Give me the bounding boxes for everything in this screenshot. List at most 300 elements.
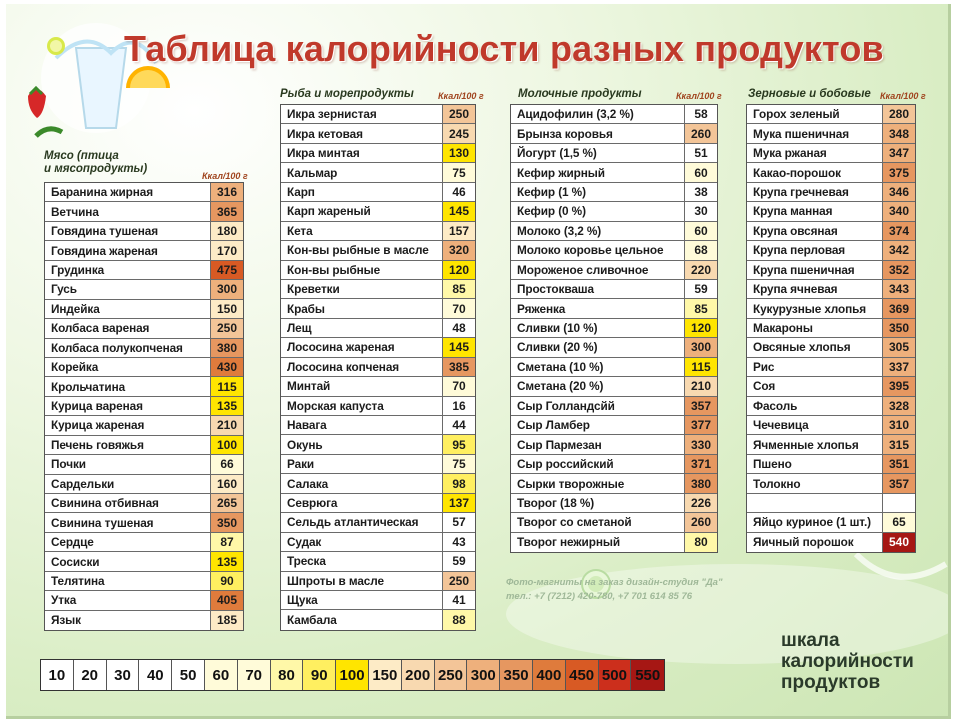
scale-cell: 60 bbox=[205, 660, 238, 690]
product-name: Индейка bbox=[45, 300, 211, 318]
scale-cell: 400 bbox=[533, 660, 566, 690]
table-row bbox=[45, 319, 243, 338]
fish-header bbox=[280, 88, 484, 101]
table-row bbox=[747, 299, 915, 318]
calorie-value: 310 bbox=[883, 416, 915, 434]
calorie-value: 340 bbox=[883, 202, 915, 220]
table-row bbox=[747, 474, 915, 493]
product-name: Кефир (1 %) bbox=[511, 183, 685, 201]
product-name: Курица жареная bbox=[45, 416, 211, 434]
calorie-value: 51 bbox=[685, 144, 717, 162]
calorie-value: 38 bbox=[685, 183, 717, 201]
table-row bbox=[511, 241, 717, 260]
product-name: Фасоль bbox=[747, 397, 883, 415]
table-row bbox=[281, 319, 475, 338]
product-name: Толокно bbox=[747, 474, 883, 492]
table-row bbox=[281, 533, 475, 552]
table-row bbox=[511, 280, 717, 299]
table-row bbox=[511, 416, 717, 435]
product-name: Салака bbox=[281, 474, 443, 492]
calorie-value: 220 bbox=[685, 261, 717, 279]
product-name: Телятина bbox=[45, 572, 211, 590]
calorie-value: 80 bbox=[685, 533, 717, 552]
table-row bbox=[45, 494, 243, 513]
product-name: Крупа пшеничная bbox=[747, 261, 883, 279]
meat-header-line1: Мясо (птица bbox=[44, 150, 119, 162]
calorie-value: 347 bbox=[883, 144, 915, 162]
product-name: Мороженое сливочное bbox=[511, 261, 685, 279]
grains-unit: Ккал/100 г bbox=[880, 91, 926, 101]
credits-line: Фото-магниты на заказ дизайн-студия "Да" bbox=[506, 577, 723, 588]
meat-header bbox=[44, 150, 248, 181]
table-row bbox=[281, 455, 475, 474]
table-row bbox=[281, 280, 475, 299]
product-name: Севрюга bbox=[281, 494, 443, 512]
calorie-value: 280 bbox=[883, 105, 915, 123]
scale-cell: 500 bbox=[599, 660, 632, 690]
product-name: Колбаса полукопченая bbox=[45, 339, 211, 357]
product-name: Крабы bbox=[281, 299, 443, 317]
table-row bbox=[281, 183, 475, 202]
product-name: Икра зернистая bbox=[281, 105, 443, 123]
product-name: Морская капуста bbox=[281, 397, 443, 415]
product-name: Свинина отбивная bbox=[45, 494, 211, 512]
table-row bbox=[747, 261, 915, 280]
meat-table bbox=[44, 182, 244, 631]
product-name: Минтай bbox=[281, 377, 443, 395]
calorie-value: 95 bbox=[443, 435, 475, 453]
table-row bbox=[281, 124, 475, 143]
scale-cell: 200 bbox=[402, 660, 435, 690]
product-name: Сосиски bbox=[45, 552, 211, 570]
calorie-value: 210 bbox=[211, 416, 243, 434]
product-name: Сметана (20 %) bbox=[511, 377, 685, 395]
calorie-value: 120 bbox=[443, 261, 475, 279]
calorie-value: 320 bbox=[443, 241, 475, 259]
table-row bbox=[747, 144, 915, 163]
product-name: Икра минтая bbox=[281, 144, 443, 162]
calorie-value: 145 bbox=[443, 338, 475, 356]
table-row bbox=[45, 416, 243, 435]
product-name: Лещ bbox=[281, 319, 443, 337]
table-row bbox=[281, 552, 475, 571]
table-row bbox=[511, 319, 717, 338]
calorie-value: 371 bbox=[685, 455, 717, 473]
product-name: Крупа ячневая bbox=[747, 280, 883, 298]
table-row bbox=[747, 455, 915, 474]
product-name: Творог со сметаной bbox=[511, 513, 685, 531]
product-name: Крупа овсяная bbox=[747, 222, 883, 240]
table-row bbox=[45, 241, 243, 260]
table-row bbox=[747, 435, 915, 454]
table-row bbox=[747, 377, 915, 396]
table-row bbox=[281, 572, 475, 591]
table-row bbox=[511, 299, 717, 318]
product-name: Шпроты в масле bbox=[281, 572, 443, 590]
product-name: Чечевица bbox=[747, 416, 883, 434]
calorie-value: 70 bbox=[443, 377, 475, 395]
product-name: Какао-порошок bbox=[747, 163, 883, 181]
calorie-value: 68 bbox=[685, 241, 717, 259]
table-row bbox=[45, 572, 243, 591]
table-row bbox=[281, 241, 475, 260]
table-row bbox=[281, 416, 475, 435]
product-name: Молоко коровье цельное bbox=[511, 241, 685, 259]
table-row bbox=[45, 552, 243, 571]
calorie-value: 226 bbox=[685, 494, 717, 512]
meat-header-line2: и мясопродукты) bbox=[44, 163, 148, 175]
dairy-header-title: Молочные продукты bbox=[518, 88, 642, 100]
product-name: Камбала bbox=[281, 610, 443, 629]
product-name: Щука bbox=[281, 591, 443, 609]
product-name: Утка bbox=[45, 591, 211, 609]
product-name: Баранина жирная bbox=[45, 183, 211, 201]
calorie-value: 100 bbox=[211, 436, 243, 454]
table-row bbox=[511, 358, 717, 377]
calorie-value: 377 bbox=[685, 416, 717, 434]
calorie-value: 380 bbox=[685, 474, 717, 492]
calorie-value: 90 bbox=[211, 572, 243, 590]
table-row bbox=[747, 319, 915, 338]
product-name: Курица вареная bbox=[45, 397, 211, 415]
product-name: Молоко (3,2 %) bbox=[511, 222, 685, 240]
table-row bbox=[45, 455, 243, 474]
product-name: Сыр Пармезан bbox=[511, 435, 685, 453]
table-row bbox=[281, 163, 475, 182]
calorie-value: 75 bbox=[443, 455, 475, 473]
table-row bbox=[281, 397, 475, 416]
table-row bbox=[511, 435, 717, 454]
grains-header bbox=[748, 88, 926, 101]
calorie-value: 145 bbox=[443, 202, 475, 220]
table-row bbox=[281, 202, 475, 221]
table-row bbox=[747, 358, 915, 377]
calorie-value: 350 bbox=[883, 319, 915, 337]
scale-cell: 70 bbox=[238, 660, 271, 690]
product-name: Лососина копченая bbox=[281, 358, 443, 376]
table-row bbox=[511, 124, 717, 143]
calorie-value: 337 bbox=[883, 358, 915, 376]
product-name: Горох зеленый bbox=[747, 105, 883, 123]
product-name: Крупа манная bbox=[747, 202, 883, 220]
product-name: Кефир (0 %) bbox=[511, 202, 685, 220]
product-name: Кальмар bbox=[281, 163, 443, 181]
product-name: Окунь bbox=[281, 435, 443, 453]
table-row bbox=[45, 183, 243, 202]
product-name: Крольчатина bbox=[45, 377, 211, 395]
calorie-value: 157 bbox=[443, 222, 475, 240]
product-name: Сыр Ламбер bbox=[511, 416, 685, 434]
poster bbox=[6, 4, 951, 719]
table-row bbox=[747, 338, 915, 357]
product-name: Сметана (10 %) bbox=[511, 358, 685, 376]
table-row bbox=[747, 494, 915, 513]
credits bbox=[506, 576, 766, 604]
table-row bbox=[281, 299, 475, 318]
calorie-value: 98 bbox=[443, 474, 475, 492]
calorie-value: 385 bbox=[443, 358, 475, 376]
calorie-value: 44 bbox=[443, 416, 475, 434]
product-name: Кон-вы рыбные в масле bbox=[281, 241, 443, 259]
calorie-value: 305 bbox=[883, 338, 915, 356]
table-row bbox=[281, 222, 475, 241]
product-name: Треска bbox=[281, 552, 443, 570]
calorie-value: 300 bbox=[685, 338, 717, 356]
scale-cell: 50 bbox=[172, 660, 205, 690]
calorie-value: 210 bbox=[685, 377, 717, 395]
product-name: Овсяные хлопья bbox=[747, 338, 883, 356]
calorie-value: 265 bbox=[211, 494, 243, 512]
calorie-value: 57 bbox=[443, 513, 475, 531]
grains-table bbox=[746, 104, 916, 553]
product-name: Кон-вы рыбные bbox=[281, 261, 443, 279]
table-row bbox=[511, 183, 717, 202]
table-row bbox=[511, 338, 717, 357]
table-row bbox=[747, 163, 915, 182]
table-row bbox=[45, 475, 243, 494]
table-row bbox=[281, 513, 475, 532]
table-row bbox=[511, 494, 717, 513]
table-row bbox=[281, 358, 475, 377]
calorie-value: 115 bbox=[211, 377, 243, 395]
calorie-value: 380 bbox=[211, 339, 243, 357]
calorie-value: 357 bbox=[883, 474, 915, 492]
calorie-value: 346 bbox=[883, 183, 915, 201]
product-name: Креветки bbox=[281, 280, 443, 298]
scale-cell: 450 bbox=[566, 660, 599, 690]
scale-cell: 80 bbox=[271, 660, 304, 690]
product-name: Почки bbox=[45, 455, 211, 473]
table-row bbox=[511, 533, 717, 552]
calorie-value: 250 bbox=[211, 319, 243, 337]
calorie-value: 316 bbox=[211, 183, 243, 201]
calorie-value: 343 bbox=[883, 280, 915, 298]
product-name: Ацидофилин (3,2 %) bbox=[511, 105, 685, 123]
table-row bbox=[511, 163, 717, 182]
scale-caption-line: шкала bbox=[781, 630, 840, 651]
fish-table bbox=[280, 104, 476, 631]
table-row bbox=[747, 124, 915, 143]
product-name: Грудинка bbox=[45, 261, 211, 279]
table-row bbox=[45, 377, 243, 396]
table-row bbox=[511, 144, 717, 163]
calorie-value: 260 bbox=[685, 513, 717, 531]
calorie-value: 137 bbox=[443, 494, 475, 512]
dairy-unit: Ккал/100 г bbox=[676, 91, 722, 101]
credits-line: тел.: +7 (7212) 420-780, +7 701 614 85 76 bbox=[506, 591, 693, 602]
calorie-value: 16 bbox=[443, 397, 475, 415]
product-name: Рис bbox=[747, 358, 883, 376]
calorie-value: 430 bbox=[211, 358, 243, 376]
table-row bbox=[45, 436, 243, 455]
product-name: Простокваша bbox=[511, 280, 685, 298]
product-name bbox=[747, 494, 883, 512]
product-name: Сливки (10 %) bbox=[511, 319, 685, 337]
product-name: Брынза коровья bbox=[511, 124, 685, 142]
calorie-value: 160 bbox=[211, 475, 243, 493]
product-name: Соя bbox=[747, 377, 883, 395]
calorie-value: 260 bbox=[685, 124, 717, 142]
product-name: Макароны bbox=[747, 319, 883, 337]
product-name: Сыр российский bbox=[511, 455, 685, 473]
product-name: Кета bbox=[281, 222, 443, 240]
calorie-value: 369 bbox=[883, 299, 915, 317]
product-name: Яичный порошок bbox=[747, 533, 883, 552]
calorie-value: 328 bbox=[883, 397, 915, 415]
calorie-value: 185 bbox=[211, 611, 243, 630]
table-row bbox=[45, 202, 243, 221]
product-name: Кукурузные хлопья bbox=[747, 299, 883, 317]
table-row bbox=[45, 397, 243, 416]
calorie-value: 115 bbox=[685, 358, 717, 376]
calorie-value: 43 bbox=[443, 533, 475, 551]
table-row bbox=[281, 435, 475, 454]
calorie-value: 60 bbox=[685, 222, 717, 240]
table-row bbox=[747, 513, 915, 532]
calorie-value: 180 bbox=[211, 222, 243, 240]
table-row bbox=[747, 183, 915, 202]
scale-caption-line: продуктов bbox=[781, 672, 881, 693]
calorie-value: 135 bbox=[211, 552, 243, 570]
calorie-value: 87 bbox=[211, 533, 243, 551]
product-name: Мука ржаная bbox=[747, 144, 883, 162]
table-row bbox=[45, 339, 243, 358]
table-row bbox=[45, 300, 243, 319]
calorie-value: 41 bbox=[443, 591, 475, 609]
table-row bbox=[747, 105, 915, 124]
table-row bbox=[45, 280, 243, 299]
scale-caption-line: калорийности bbox=[781, 651, 914, 672]
calorie-value: 85 bbox=[685, 299, 717, 317]
table-row bbox=[511, 455, 717, 474]
calorie-value: 120 bbox=[685, 319, 717, 337]
product-name: Крупа перловая bbox=[747, 241, 883, 259]
table-row bbox=[511, 202, 717, 221]
calorie-value: 88 bbox=[443, 610, 475, 629]
scale-cell: 30 bbox=[107, 660, 140, 690]
product-name: Говядина тушеная bbox=[45, 222, 211, 240]
calorie-value: 75 bbox=[443, 163, 475, 181]
product-name: Яйцо куриное (1 шт.) bbox=[747, 513, 883, 531]
calorie-value: 70 bbox=[443, 299, 475, 317]
product-name: Творог нежирный bbox=[511, 533, 685, 552]
table-row bbox=[45, 533, 243, 552]
product-name: Лососина жареная bbox=[281, 338, 443, 356]
product-name: Язык bbox=[45, 611, 211, 630]
product-name: Навага bbox=[281, 416, 443, 434]
table-row bbox=[511, 261, 717, 280]
table-row bbox=[511, 513, 717, 532]
calorie-value: 250 bbox=[443, 105, 475, 123]
table-row bbox=[281, 377, 475, 396]
calorie-scale bbox=[40, 659, 665, 691]
product-name: Творог (18 %) bbox=[511, 494, 685, 512]
product-name: Сливки (20 %) bbox=[511, 338, 685, 356]
table-row bbox=[747, 222, 915, 241]
calorie-value: 245 bbox=[443, 124, 475, 142]
product-name: Судак bbox=[281, 533, 443, 551]
calorie-value: 365 bbox=[211, 202, 243, 220]
product-name: Мука пшеничная bbox=[747, 124, 883, 142]
calorie-value: 475 bbox=[211, 261, 243, 279]
calorie-value: 351 bbox=[883, 455, 915, 473]
fish-header-title: Рыба и морепродукты bbox=[280, 88, 414, 100]
table-row bbox=[511, 222, 717, 241]
product-name: Сардельки bbox=[45, 475, 211, 493]
table-row bbox=[747, 202, 915, 221]
table-row bbox=[45, 513, 243, 532]
calorie-value: 540 bbox=[883, 533, 915, 552]
table-row bbox=[281, 591, 475, 610]
table-row bbox=[45, 611, 243, 630]
calorie-value: 250 bbox=[443, 572, 475, 590]
product-name: Печень говяжья bbox=[45, 436, 211, 454]
product-name: Кефир жирный bbox=[511, 163, 685, 181]
scale-cell: 40 bbox=[139, 660, 172, 690]
product-name: Сельдь атлантическая bbox=[281, 513, 443, 531]
table-row bbox=[747, 280, 915, 299]
table-row bbox=[45, 222, 243, 241]
product-name: Сердце bbox=[45, 533, 211, 551]
calorie-value: 85 bbox=[443, 280, 475, 298]
table-row bbox=[511, 377, 717, 396]
calorie-value: 130 bbox=[443, 144, 475, 162]
scale-cell: 550 bbox=[631, 660, 664, 690]
scale-cell: 300 bbox=[467, 660, 500, 690]
calorie-value: 65 bbox=[883, 513, 915, 531]
product-name: Ряженка bbox=[511, 299, 685, 317]
product-name: Свинина тушеная bbox=[45, 513, 211, 531]
table-row bbox=[281, 610, 475, 629]
table-row bbox=[511, 105, 717, 124]
calorie-value bbox=[883, 494, 915, 512]
grains-header-title: Зерновые и бобовые bbox=[748, 88, 871, 100]
calorie-value: 330 bbox=[685, 435, 717, 453]
scale-cell: 10 bbox=[41, 660, 74, 690]
calorie-value: 46 bbox=[443, 183, 475, 201]
product-name: Йогурт (1,5 %) bbox=[511, 144, 685, 162]
table-row bbox=[45, 591, 243, 610]
calorie-value: 135 bbox=[211, 397, 243, 415]
calorie-value: 66 bbox=[211, 455, 243, 473]
scale-cell: 90 bbox=[303, 660, 336, 690]
table-row bbox=[281, 338, 475, 357]
product-name: Ячменные хлопья bbox=[747, 435, 883, 453]
product-name: Раки bbox=[281, 455, 443, 473]
calorie-value: 59 bbox=[685, 280, 717, 298]
poster-title: Таблица калорийности разных продуктов bbox=[124, 28, 884, 69]
product-name: Говядина жареная bbox=[45, 241, 211, 259]
calorie-value: 395 bbox=[883, 377, 915, 395]
scale-cell: 250 bbox=[435, 660, 468, 690]
scale-cell: 150 bbox=[369, 660, 402, 690]
table-row bbox=[747, 397, 915, 416]
product-name: Карп bbox=[281, 183, 443, 201]
table-row bbox=[747, 241, 915, 260]
calorie-value: 150 bbox=[211, 300, 243, 318]
scale-cell: 20 bbox=[74, 660, 107, 690]
scale-cell: 100 bbox=[336, 660, 369, 690]
calorie-value: 170 bbox=[211, 241, 243, 259]
fish-unit: Ккал/100 г bbox=[438, 91, 484, 101]
product-name: Сырки творожные bbox=[511, 474, 685, 492]
product-name: Колбаса вареная bbox=[45, 319, 211, 337]
dairy-header bbox=[518, 88, 722, 101]
table-row bbox=[281, 474, 475, 493]
product-name: Крупа гречневая bbox=[747, 183, 883, 201]
calorie-value: 342 bbox=[883, 241, 915, 259]
calorie-value: 348 bbox=[883, 124, 915, 142]
